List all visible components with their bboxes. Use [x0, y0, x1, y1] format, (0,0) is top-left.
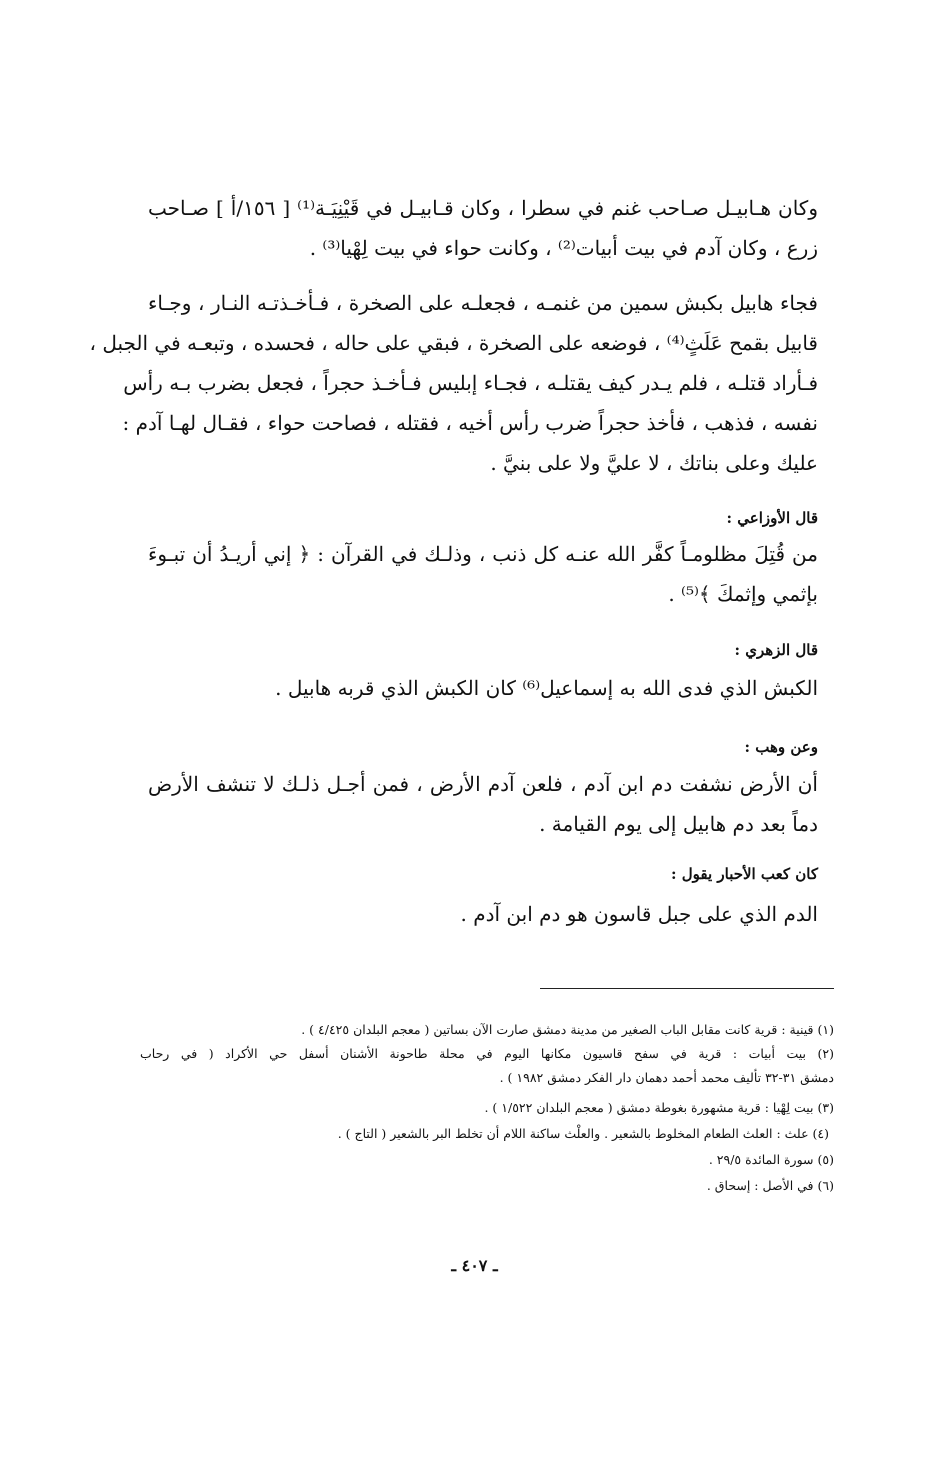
heading-wahb: وعن وهب : [744, 738, 818, 756]
text-line: فـأراد قتلـه ، فلم يـدر كيف يقتلـه ، فجـاء إبليس فـأخـذ حجراً ، فجعل بضرب بـه رأس [123, 371, 818, 395]
footnote-5: (٥) سورة المائدة ٢٩/٥ . [708, 1152, 834, 1167]
quote-wahb [148, 764, 818, 844]
footnote-3: (٣) بيت لِهْيا : قرية مشهورة بغوطة دمشق ( معجم البلدان ١/٥٢٢ ) . [484, 1100, 834, 1115]
text-line: فجاء هابيل بكبش سمين من غنمـه ، فجعلـه على الصخرة ، فـأخـذتـه النـار ، وجـاء [148, 291, 818, 315]
footnote-2-cont: دمشق ٣١-٣٢ تأليف محمد أحمد دهمان دار الفكر دمشق ١٩٨٢ ) . [499, 1070, 834, 1085]
quote-kaab [148, 894, 818, 934]
footnotes [140, 1018, 834, 1198]
text-line: زرع ، وكان آدم في بيت أبيات⁽²⁾ ، وكانت حواء في بيت لِهْيا⁽³⁾ . [309, 236, 818, 260]
text-line: بإثمي وإثمكَ ﴾⁽⁵⁾ . [668, 582, 818, 606]
text-line: دماً بعد دم هابيل إلى يوم القيامة . [539, 812, 818, 836]
text-line: نفسه ، فذهب ، فأخذ حجراً ضرب رأس أخيه ، فقتله ، فصاحت حواء ، فقـال لهـا آدم : [122, 411, 818, 435]
page-number: ـ ٤٠٧ ـ [451, 1256, 498, 1275]
paragraph-habil-qabil [148, 188, 818, 268]
heading-awzai: قال الأوزاعي : [726, 509, 818, 527]
paragraph-sacrifice-story [89, 283, 818, 483]
quote-awzai [148, 534, 818, 614]
quote-zuhri [148, 668, 818, 708]
heading-kaab: كان كعب الأحبار يقول : [670, 865, 818, 883]
text-line: قابيل بقمح عَلَثٍ⁽⁴⁾ ، فوضعه على الصخرة ، فبقي على حاله ، فحسده ، وتبعـه في الجبل ، [89, 331, 818, 355]
text-line: أن الأرض نشفت دم ابن آدم ، فلعن آدم الأرض ، فمن أجـل ذلـك لا تنشف الأرض [148, 772, 818, 796]
footnote-6: (٦) في الأصل : إسحاق . [706, 1178, 834, 1193]
text-line: عليك وعلى بناتك ، لا عليَّ ولا على بنيَّ . [490, 451, 818, 475]
footnote-divider [540, 988, 834, 989]
text-line: الدم الذي على جبل قاسون هو دم ابن آدم . [460, 902, 818, 926]
heading-zuhri: قال الزهري : [734, 641, 818, 659]
footnote-2: (٢) بيت أبيات : قرية في سفح قاسيون مكانها اليوم في محلة طاحونة الأشنان أسفل حي الأكراد ( في رحاب [140, 1046, 834, 1061]
footnote-1: (١) قينية : قرية كانت مقابل الباب الصغير من مدينة دمشق صارت الآن بساتين ( معجم البلدان ٤/٤٢٥ ) . [301, 1022, 834, 1037]
text-line: وكان هـابيـل صـاحب غنم في سطرا ، وكان قـابيـل في قَيْنِيَـة⁽¹⁾ [ ١٥٦/أ ] صـاحب [148, 196, 818, 220]
text-line: من قُتِلَ مظلومـاً كفَّر الله عنـه كل ذنب ، وذلـك في القرآن : ﴿ إني أريـدُ أن تبـوءَ [148, 542, 818, 566]
footnote-4: (٤) علث : العلث الطعام المخلوط بالشعير . والعلْث ساكنة اللام أن تخلط البر بالشعير ( التاج ) . [337, 1126, 829, 1141]
text-line: الكبش الذي فدى الله به إسماعيل⁽⁶⁾ كان الكبش الذي قربه هابيل . [275, 676, 818, 700]
